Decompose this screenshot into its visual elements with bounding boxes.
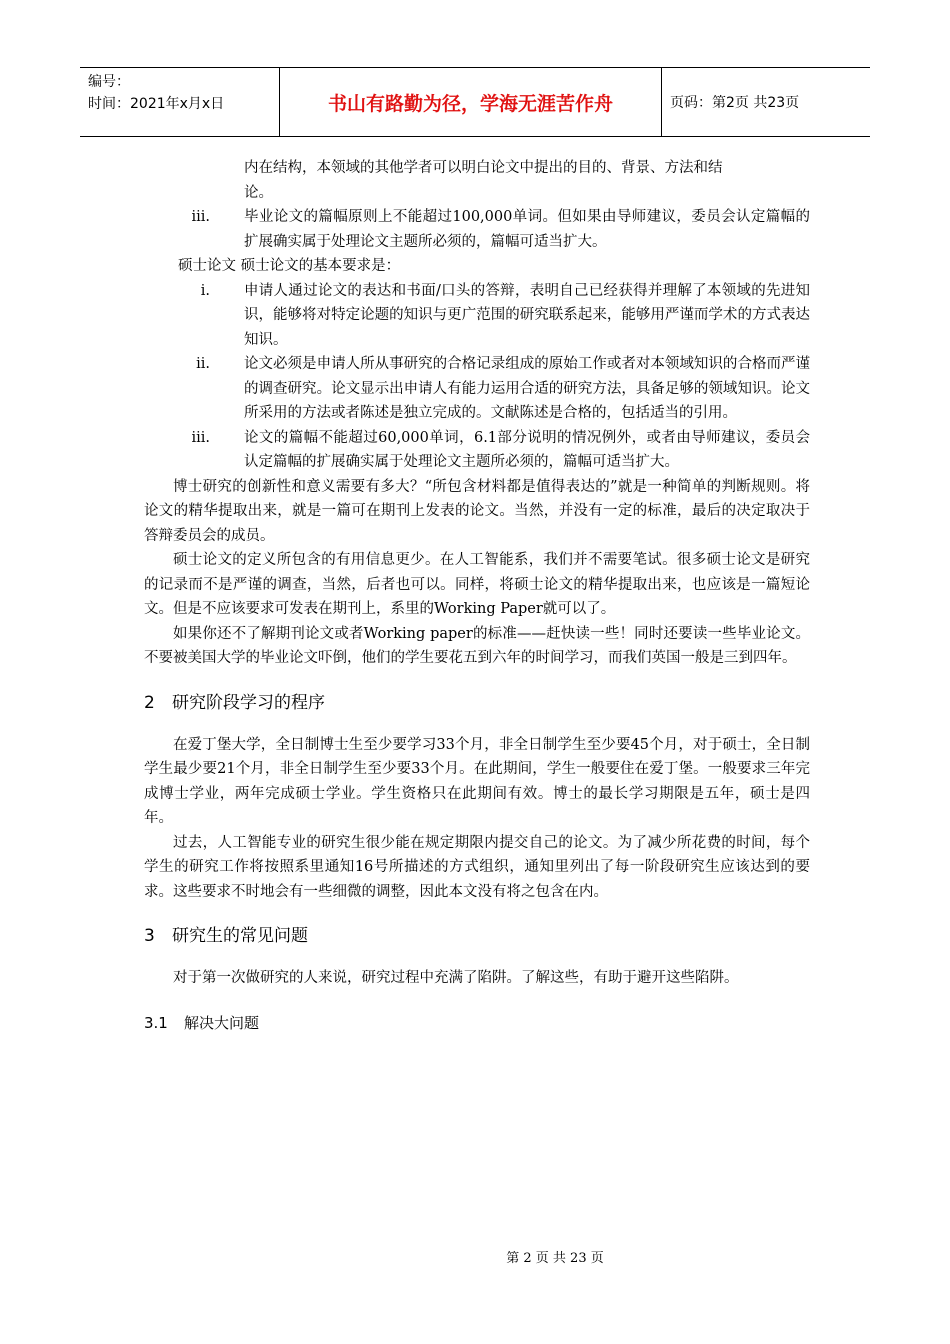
- subsection-heading: [144, 1011, 810, 1035]
- paragraph: 如果你还不了解期刊论文或者Working paper的标准——赶快读一些！同时还要读一些毕业论文。不要被美国大学的毕业论文吓倒，他们的学生要花五到六年的时间学习，而我们英国一般是三到四年。: [144, 625, 810, 666]
- list-item-number: ii.: [196, 356, 210, 372]
- list-item-text: 申请人通过论文的表达和书面/口头的答辩，表明自己已经获得并理解了本领域的先进知识，能够将对特定论题的知识与更广范围的研究联系起来，能够用严谨而学术的方式表达知识。: [244, 282, 810, 348]
- page-footer: [0, 1247, 950, 1266]
- footer-page-number: 第 2 页 共 23 页: [506, 1251, 604, 1266]
- paragraph: 硕士论文的定义所包含的有用信息更少。在人工智能系，我们并不需要笔试。很多硕士论文是研究的记录而不是严谨的调查，当然，后者也可以。同样，将硕士论文的精华提取出来，也应该是一篇短论文。但是不应该要求可发表在期刊上，系里的Working Paper就可以了。: [144, 552, 810, 617]
- header-page-info: 页码：第2页 共23页: [670, 95, 800, 111]
- list-item-text: 毕业论文的篇幅原则上不能超过100,000单词。但如果由导师建议，委员会认定篇幅的扩展确实属于处理论文主题所必须的，篇幅可适当扩大。: [244, 209, 810, 250]
- continuation-line-1: 内在结构，本领域的其他学者可以明白论文中提出的目的、背景、方法和结: [244, 160, 723, 176]
- paragraph: 博士研究的创新性和意义需要有多大？“所包含材料都是值得表达的”就是一种简单的判断规则。将论文的精华提取出来，就是一篇可在期刊上发表的论文。当然，并没有一定的标准，最后的决定取决于答辩委员会的成员。: [144, 478, 810, 544]
- subsection-title: 解决大问题: [184, 1013, 260, 1032]
- list-item-number: iii.: [191, 209, 210, 225]
- masters-heading: 硕士论文 硕士论文的基本要求是：: [178, 258, 401, 274]
- list-item-number: iii.: [191, 429, 210, 446]
- section-heading: [144, 691, 810, 715]
- header-meta: [80, 68, 280, 136]
- paragraph: 对于第一次做研究的人来说，研究过程中充满了陷阱。了解这些，有助于避开这些陷阱。: [173, 970, 739, 986]
- section-heading: [144, 924, 810, 948]
- page-header: [80, 67, 870, 137]
- subsection-number: 3.1: [144, 1013, 168, 1032]
- header-time: 时间：2021年x月x日: [88, 96, 225, 112]
- list-item-number: i.: [200, 282, 210, 299]
- list-item: [144, 279, 810, 353]
- continuation-line-2: 论。: [244, 184, 273, 201]
- section-title: 研究阶段学习的程序: [172, 692, 325, 713]
- list-item: [144, 205, 810, 254]
- list-item-text: 论文必须是申请人所从事研究的合格记录组成的原始工作或者对本领域知识的合格而严谨的调查研究。论文显示出申请人有能力运用合适的研究方法，具备足够的领域知识。论文所采用的方法或者陈述是独立完成的。文献陈述是合格的，包括适当的引用。: [244, 356, 810, 421]
- paragraph: 过去，人工智能专业的研究生很少能在规定期限内提交自己的论文。为了减少所花费的时间，每个学生的研究工作将按照系里通知16号所描述的方式组织，通知里列出了每一阶段研究生应该达到的要求。这些要求不时地会有一些细微的调整，因此本文没有将之包含在内。: [144, 834, 810, 900]
- section-number: 2: [144, 692, 155, 713]
- list-item: [144, 426, 810, 475]
- document-body: [144, 156, 810, 1035]
- list-item-text: 论文的篇幅不能超过60,000单词，6.1部分说明的情况例外，或者由导师建议，委员会认定篇幅的扩展确实属于处理论文主题所必须的，篇幅可适当扩大。: [244, 429, 810, 470]
- header-number: 编号：: [88, 74, 130, 90]
- list-item: [144, 352, 810, 426]
- section-title: 研究生的常见问题: [172, 926, 308, 946]
- header-motto: 书山有路勤为径，学海无涯苦作舟: [280, 68, 662, 136]
- section-number: 3: [144, 926, 155, 946]
- paragraph: 在爱丁堡大学，全日制博士生至少要学习33个月，非全日制学生至少要45个月，对于硕士，全日制学生最少要21个月，非全日制学生至少要33个月。在此期间，学生一般要住在爱丁堡。一般要求三年完成博士学业，两年完成硕士学业。学生资格只在此期间有效。博士的最长学习期限是五年，硕士是四年。: [144, 736, 810, 826]
